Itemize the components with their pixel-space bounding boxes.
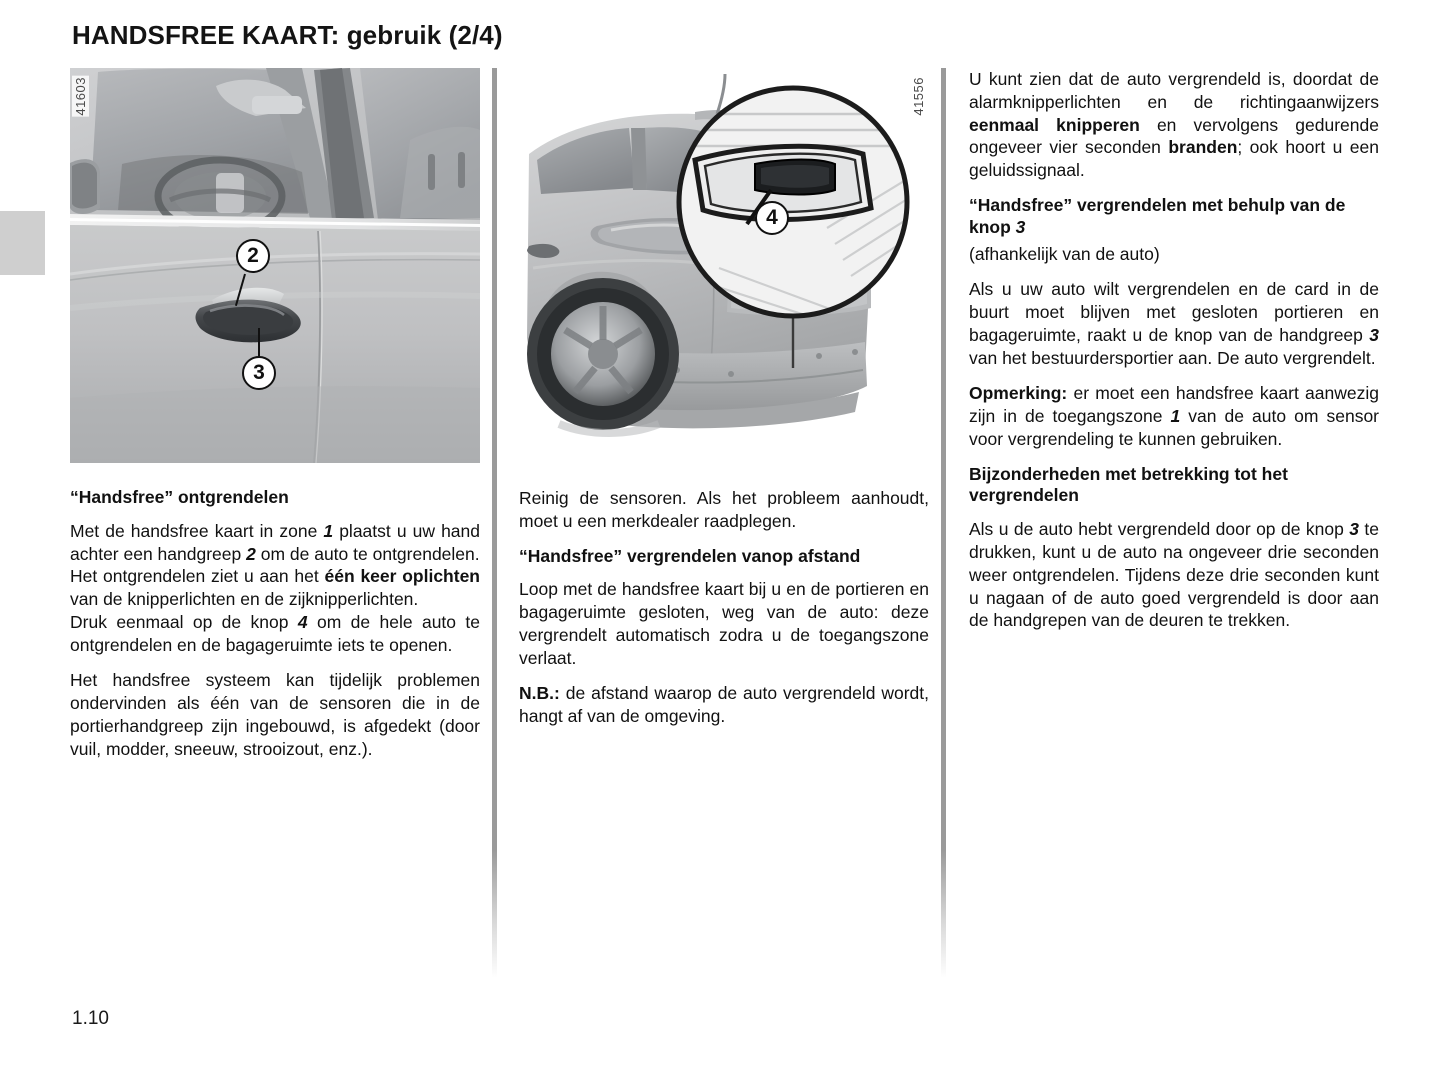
- column3-heading-2: Bijzonderheden met betrekking tot het vergrendelen: [969, 463, 1288, 506]
- column3-subnote: (afhankelijk van de auto): [969, 243, 1160, 264]
- c3-p4-b: te drukken, kunt u de auto na ongeveer drie seconden weer ontgrendelen. Tijdens deze drie seconden kunt u nagaan of de auto goed vergrendeld is door aan de handgrepen van de deuren te trekken.: [969, 519, 1379, 631]
- c1-p1-d: Het ontgrendelen ziet u aan het: [70, 566, 325, 587]
- c3-p3-b: van de auto om sensor voor vergrendeling te kunnen gebruiken.: [969, 406, 1380, 449]
- c1-p1-g: om de hele auto te ontgrendelen en de bagageruimte iets te openen.: [70, 611, 480, 655]
- car-door-illustration: [70, 68, 480, 463]
- figure-rear-tailgate-photo: [519, 68, 929, 463]
- c3-p1-c: ; ook hoort u een geluidssignaal.: [969, 137, 1379, 180]
- c2-nb-label: N.B.:: [519, 683, 560, 704]
- column3-heading-1: [969, 195, 1379, 239]
- c1-p1-bold: één keer oplichten: [324, 566, 480, 587]
- c3-p2-ref: 3: [1369, 324, 1379, 345]
- c1-ref-1: 1: [323, 520, 334, 541]
- figure-code-41556: 41556: [911, 77, 926, 116]
- figure-rear-tailgate: [519, 68, 929, 463]
- column2-note: [519, 682, 929, 728]
- callout-2: 2: [236, 239, 270, 273]
- c3-p1-bold2: branden: [1168, 137, 1238, 158]
- c3-p3-a: er moet een handsfree kaart aanwezig zijn in de toegangszone: [969, 383, 1379, 426]
- car-rear-illustration: [519, 68, 929, 463]
- column1-heading: “Handsfree” ontgrendelen: [70, 487, 289, 507]
- column-divider-2: [941, 68, 946, 978]
- c3-p1-bold1: eenmaal knipperen: [969, 114, 1140, 135]
- column3-remark: [969, 382, 1379, 450]
- c3-p3-ref: 1: [1170, 406, 1181, 426]
- figure-door-handle: [70, 68, 480, 463]
- column-3: [969, 68, 1379, 645]
- c3-p1-a: U kunt zien dat de auto vergrendeld is, doordat de alarmknipperlichten en de richtingaanwijzers: [969, 69, 1379, 112]
- page-title: HANDSFREE KAART: gebruik (2/4): [72, 20, 503, 50]
- column3-paragraph-4: [969, 518, 1379, 632]
- c3-p3-label: Opmerking:: [969, 383, 1068, 404]
- c3-p4-ref: 3: [1349, 519, 1359, 540]
- column-1: [70, 68, 480, 773]
- column-2: [519, 68, 929, 741]
- column1-paragraph-1: [70, 520, 480, 657]
- c1-p1-a: Met de handsfree kaart in zone: [70, 520, 324, 541]
- page-number: 1.10: [72, 1008, 109, 1029]
- c1-ref-2: 2: [246, 543, 256, 564]
- c1-p1-b: plaatst u uw hand achter een handgreep: [70, 520, 481, 564]
- column2-paragraph-2: Loop met de handsfree kaart bij u en de portieren en bagageruimte gesloten, weg van de auto: deze vergrendelt automatisch zodra u de toegangszone verlaat.: [519, 579, 929, 668]
- c3-p4-a: Als u de auto hebt vergrendeld door op de knop: [969, 519, 1350, 540]
- column-divider-1: [492, 68, 497, 978]
- c1-p1-f: Druk eenmaal op de knop: [70, 611, 298, 632]
- section-thumb-tab: [0, 211, 45, 275]
- c2-nb-text: de afstand waarop de auto vergrendeld wordt, hangt af van de omgeving.: [519, 683, 929, 727]
- c3-h1-ref: 3: [1015, 216, 1026, 237]
- column3-paragraph-2: [969, 278, 1379, 369]
- c1-p1-c: om de auto te ontgrendelen.: [255, 543, 480, 564]
- column2-heading: “Handsfree” vergrendelen vanop afstand: [519, 545, 861, 566]
- column2-paragraph-1: Reinig de sensoren. Als het probleem aanhoudt, moet u een merkdealer raadplegen.: [519, 488, 929, 531]
- column3-paragraph-1: [969, 68, 1379, 182]
- figure-door-handle-photo: [70, 68, 480, 463]
- column1-paragraph-2: Het handsfree systeem kan tijdelijk problemen ondervinden als één van de sensoren die in de portierhandgreep zijn ingebouwd, is afgedekt (door vuil, modder, sneeuw, strooizout, enz.).: [70, 670, 480, 759]
- c3-p2-a: Als u uw auto wilt vergrendelen en de card in de buurt moet blijven met gesloten portieren en bagageruimte, raakt u de knop van de handgreep: [969, 279, 1379, 345]
- c1-ref-4: 4: [297, 611, 308, 632]
- c1-p1-e: van de knipperlichten en de zijknipperlichten.: [70, 589, 419, 610]
- callout-3: 3: [242, 356, 276, 390]
- c3-p1-b: en vervolgens gedurende ongeveer vier seconden: [969, 114, 1379, 158]
- c3-h1-a: “Handsfree” vergrendelen met behulp van de knop: [969, 194, 1346, 237]
- figure-code-41603: 41603: [73, 77, 88, 116]
- c3-p2-b: van het bestuurdersportier aan. De auto vergrendelt.: [969, 347, 1376, 368]
- callout-4: 4: [755, 201, 789, 235]
